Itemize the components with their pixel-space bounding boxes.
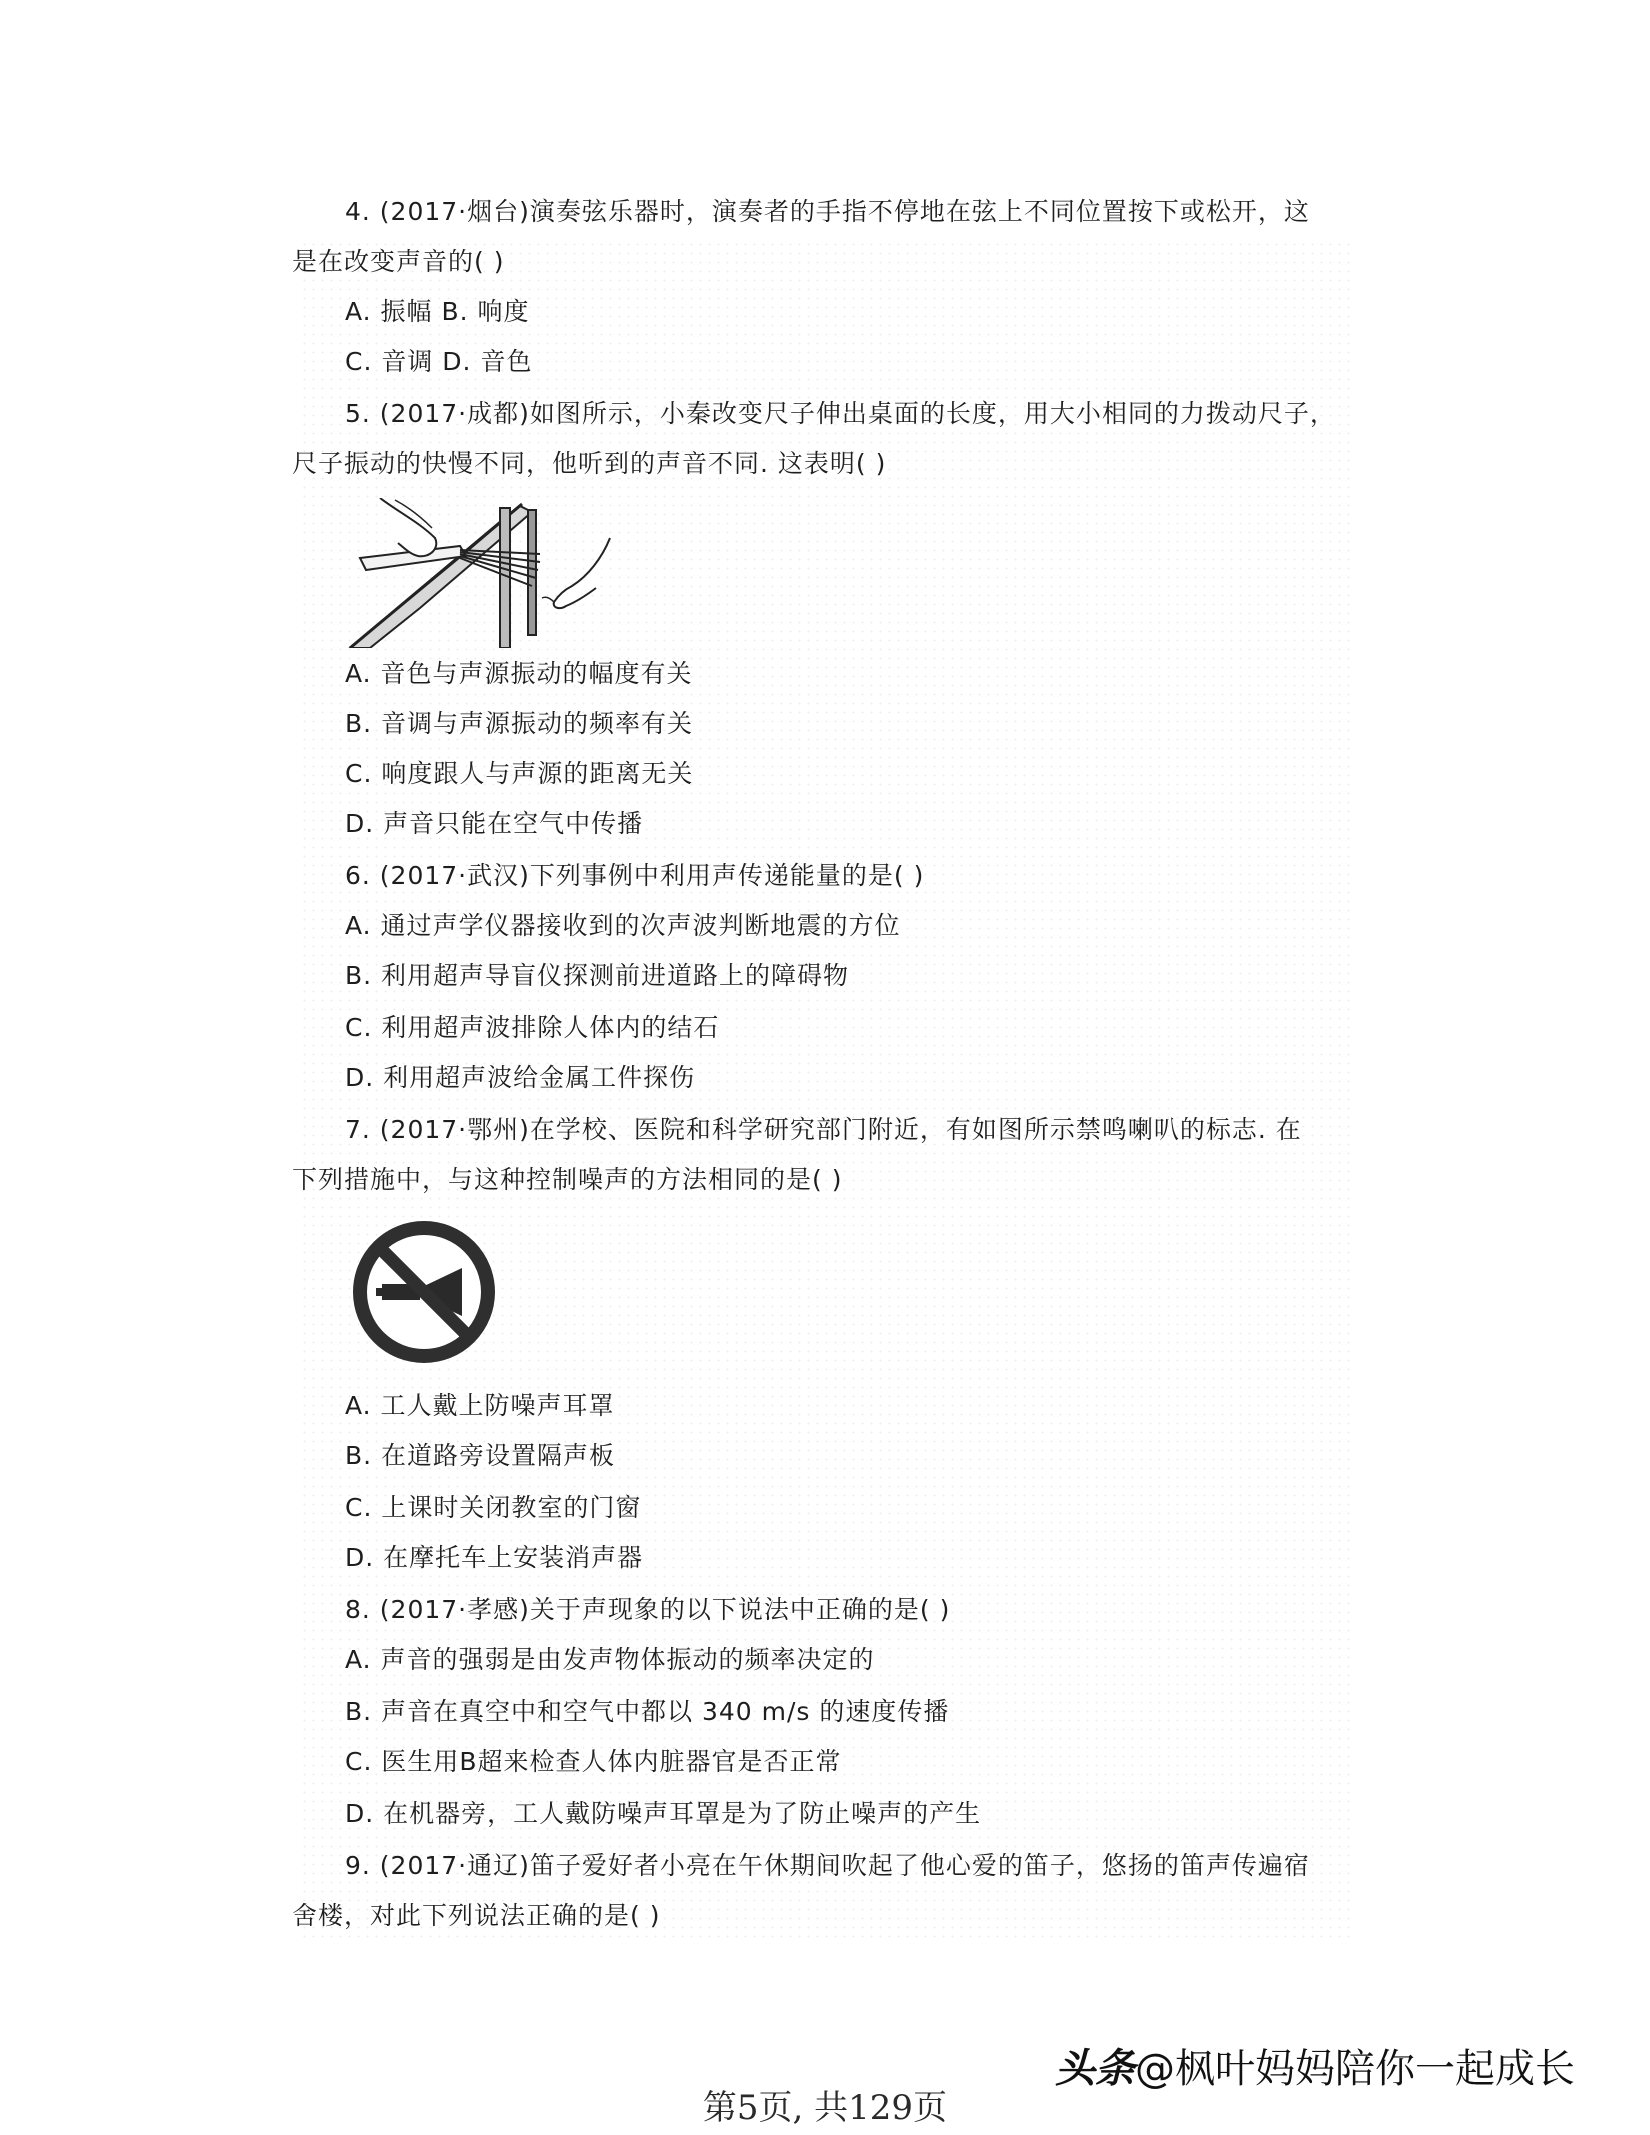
q5-option-b: B. 音调与声源振动的频率有关 <box>345 709 694 738</box>
q5-stem-line1: 5. (2017·成都)如图所示，小秦改变尺子伸出桌面的长度，用大小相同的力拨动尺子， <box>345 399 1336 428</box>
no-horn-sign-icon <box>350 1218 498 1366</box>
q7-stem-line2: 下列措施中，与这种控制噪声的方法相同的是( ) <box>292 1165 843 1194</box>
q8-option-c: C. 医生用B超来检查人体内脏器官是否正常 <box>345 1747 842 1776</box>
q7-option-b: B. 在道路旁设置隔声板 <box>345 1441 616 1470</box>
q8-stem: 8. (2017·孝感)关于声现象的以下说法中正确的是( ) <box>345 1595 951 1624</box>
q9-stem-line1: 9. (2017·通辽)笛子爱好者小亮在午休期间吹起了他心爱的笛子，悠扬的笛声传遍宿 <box>345 1851 1310 1880</box>
q5-option-c: C. 响度跟人与声源的距离无关 <box>345 759 694 788</box>
q4-stem-line1: 4. (2017·烟台)演奏弦乐器时，演奏者的手指不停地在弦上不同位置按下或松开，这 <box>345 197 1310 226</box>
ruler-table-figure <box>340 498 620 648</box>
q6-option-a: A. 通过声学仪器接收到的次声波判断地震的方位 <box>345 911 901 940</box>
q5-option-d: D. 声音只能在空气中传播 <box>345 809 644 838</box>
watermark-logo: 头条 <box>1055 2046 1135 2092</box>
q8-option-d: D. 在机器旁，工人戴防噪声耳罩是为了防止噪声的产生 <box>345 1799 982 1828</box>
q5-stem-line2: 尺子振动的快慢不同，他听到的声音不同. 这表明( ) <box>292 449 887 478</box>
page-number: 第5页, 共129页 <box>702 2088 948 2128</box>
q4-stem-line2: 是在改变声音的( ) <box>292 247 505 276</box>
q7-stem-line1: 7. (2017·鄂州)在学校、医院和科学研究部门附近，有如图所示禁鸣喇叭的标志. 在 <box>345 1115 1302 1144</box>
q8-option-a: A. 声音的强弱是由发声物体振动的频率决定的 <box>345 1645 875 1674</box>
q9-stem-line2: 舍楼，对此下列说法正确的是( ) <box>292 1901 661 1930</box>
q4-options-cd: C. 音调 D. 音色 <box>345 347 533 376</box>
q5-option-a: A. 音色与声源振动的幅度有关 <box>345 659 693 688</box>
q7-option-c: C. 上课时关闭教室的门窗 <box>345 1493 642 1522</box>
q6-option-d: D. 利用超声波给金属工件探伤 <box>345 1063 696 1092</box>
q8-option-b: B. 声音在真空中和空气中都以 340 m/s 的速度传播 <box>345 1697 950 1726</box>
source-watermark <box>1055 2037 1575 2094</box>
q6-option-c: C. 利用超声波排除人体内的结石 <box>345 1013 720 1042</box>
q7-option-d: D. 在摩托车上安装消声器 <box>345 1543 644 1572</box>
q7-option-a: A. 工人戴上防噪声耳罩 <box>345 1391 615 1420</box>
q6-stem: 6. (2017·武汉)下列事例中利用声传递能量的是( ) <box>345 861 925 890</box>
q4-options-ab: A. 振幅 B. 响度 <box>345 297 530 326</box>
watermark-text: @枫叶妈妈陪你一起成长 <box>1135 2046 1575 2092</box>
q6-option-b: B. 利用超声导盲仪探测前进道路上的障碍物 <box>345 961 850 990</box>
